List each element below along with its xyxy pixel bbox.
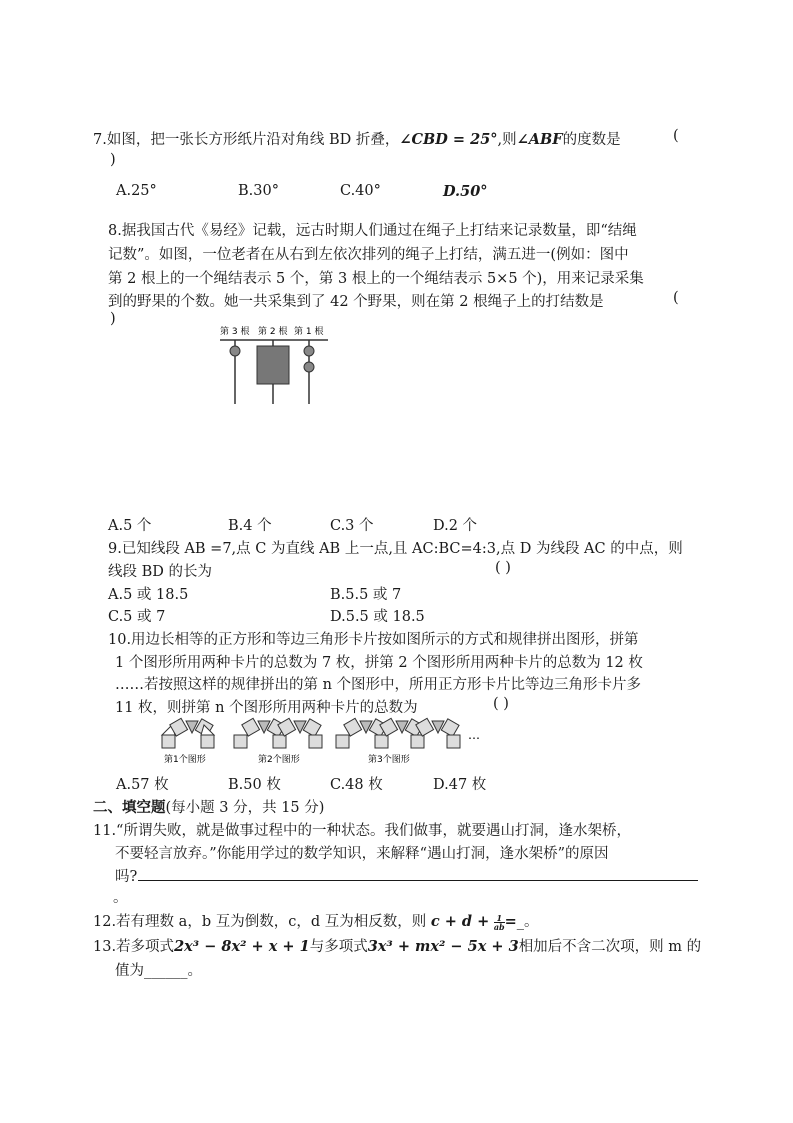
q8-option-a: A.5 个 [108,518,152,534]
q10-line-4: 11 枚，则拼第 n 个图形所用两种卡片的总数为 [115,700,418,716]
q11-line-2: 不要轻言放弃。”你能用学过的数学知识，来解释“遇山打洞，逢水架桥”的原因 [115,846,609,862]
q11-line-3: 吗? [115,869,138,885]
q11-end: 。 [113,890,128,906]
q13-line-2: 值为______。 [115,963,202,979]
rope-1-label: 第 1 根 [294,327,324,337]
pattern-1 [162,718,214,748]
q9-option-d: D.5.5 或 18.5 [330,609,425,625]
q7-stem: 7.如图，把一张长方形纸片沿对角线 BD 折叠，∠CBD = 25°,则∠ABF的度数是 [93,131,621,148]
rope-1-knot-1 [304,346,314,356]
q9-option-a: A.5 或 18.5 [108,587,189,603]
q12-fraction: $\frac{1}{ab}$ [493,912,505,932]
q7-paren: ( [673,128,679,144]
pattern-3-label: 第3个图形 [368,755,410,765]
q10-option-a: A.57 枚 [116,777,169,793]
pattern-1-label: 第1个图形 [164,755,206,765]
q8-line-2: 记数”。如图，一位老者在从右到左依次排列的绳子上打结，满五进一(例如：图中 [108,247,629,263]
covered-area [257,346,289,384]
q10-line-2: 1 个图形所用两种卡片的总数为 7 枚，拼第 2 个图形所用两种卡片的总数为 12 枚 [115,655,643,671]
q10-option-d: D.47 枚 [433,777,487,793]
q8-paren: ( [673,290,679,306]
q9-paren: ( ) [495,560,511,576]
q8-line-4: 到的野果的个数。她一共采集到了 42 个野果，则在第 2 根绳子上的打结数是 [108,294,604,310]
q8-option-b: B.4 个 [228,518,272,534]
q10-line-1: 10.用边长相等的正方形和等边三角形卡片按如图所示的方式和规律拼出图形，拼第 [108,632,639,648]
q10-option-b: B.50 枚 [228,777,281,793]
pattern-2-label: 第2个图形 [258,755,300,765]
card-pattern-figure [158,715,488,767]
q7-option-a: A.25° [116,183,157,199]
q8-paren-close: ) [110,311,116,327]
q12-stem: 12.若有理数 a，b 互为倒数，c，d 互为相反数，则 c + d + $\frac{1}{ab}$ =_。 [93,912,539,932]
q11-line-1: 11.“所谓失败，就是做事过程中的一种状态。我们做事，就要遇山打洞，逢水架桥， [93,823,631,839]
q9-line-1: 9.已知线段 AB =7,点 C 为直线 AB 上一点,且 AC:BC=4:3,点 D 为线段 AC 的中点，则 [108,541,683,557]
q7-paren-close: ) [110,152,116,168]
q7-option-b: B.30° [238,183,279,199]
q8-option-d: D.2 个 [433,518,478,534]
pattern-2 [234,718,322,748]
q9-line-2: 线段 BD 的长为 [108,564,212,580]
q8-line-3: 第 2 根上的一个绳结表示 5 个，第 3 根上的一个绳结表示 5×5 个)，用来记录采集 [108,271,644,287]
q9-option-c: C.5 或 7 [108,609,166,625]
rope-1-knot-2 [304,362,314,372]
q10-line-3: ……若按照这样的规律拼出的第 n 个图形中，所用正方形卡片比等边三角形卡片多 [115,677,642,693]
pattern-ellipsis: … [468,728,480,742]
pattern-3 [336,718,460,748]
q7-option-c: C.40° [340,183,381,199]
q13-stem: 13.若多项式2x³ − 8x² + x + 1与多项式3x³ + mx² − 5x + 3相加后不含二次项，则 m 的 [93,938,702,955]
rope-3-label: 第 3 根 [220,327,250,337]
q8-option-c: C.3 个 [330,518,374,534]
knot-rope-figure [218,322,338,407]
section-2-heading: 二、填空题(每小题 3 分，共 15 分) [93,799,325,816]
q10-paren: ( ) [493,696,509,712]
q8-line-1: 8.据我国古代《易经》记载，远古时期人们通过在绳子上打结来记录数量，即“结绳 [108,223,637,239]
q11-answer-blank[interactable] [138,880,698,881]
q7-option-d: D.50° [443,183,488,200]
q10-option-c: C.48 枚 [330,777,383,793]
q9-option-b: B.5.5 或 7 [330,587,402,603]
rope-2-label: 第 2 根 [258,327,288,337]
rope-3-knot [230,346,240,356]
